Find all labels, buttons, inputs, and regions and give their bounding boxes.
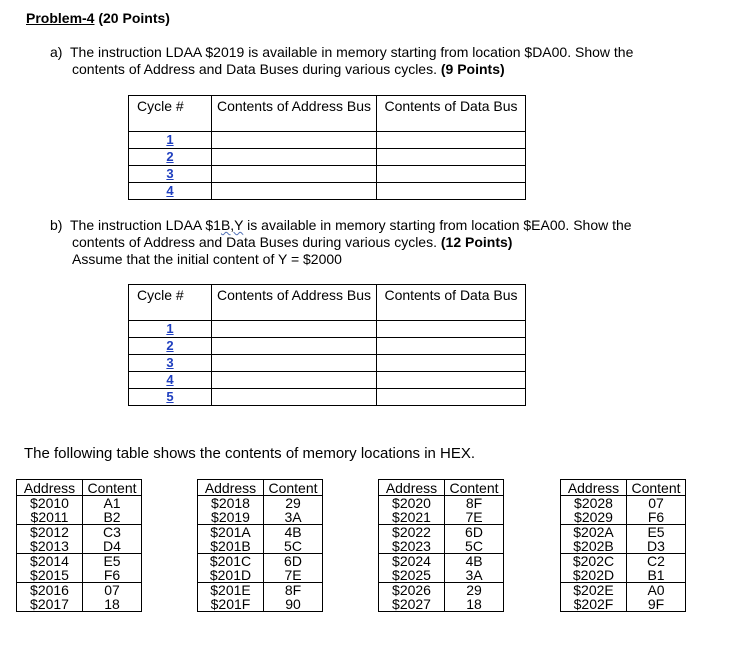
part-a-line2: contents of Address and Data Buses during various cycles. (9 Points) [72,61,505,77]
data-bus-header: Contents of Data Bus [377,285,526,321]
cycle-row [129,338,526,355]
memory-row [17,583,142,598]
cycle-number: 3 [129,355,212,372]
memory-content: E5 [83,554,142,569]
problem-points: (20 Points) [94,10,170,26]
memory-address: $201F [198,597,264,612]
memory-row [198,539,323,554]
cycle-number: 3 [129,166,212,183]
part-a-prompt [50,44,690,78]
memory-row [379,568,504,583]
memory-address: $2022 [379,525,445,540]
memory-content: 07 [83,583,142,598]
memory-row [198,597,323,612]
address-bus-cell[interactable] [212,355,377,372]
memory-content: A1 [83,496,142,511]
content-header: Content [264,480,323,496]
data-bus-cell[interactable] [377,183,526,200]
memory-address: $2014 [17,554,83,569]
memory-content: 4B [264,525,323,540]
part-b-line1: b) The instruction LDAA $1B,Y is available in memory starting from location $EA00. Show the [50,217,632,233]
memory-content: 8F [264,583,323,598]
memory-address: $202F [561,597,627,612]
memory-content: 18 [83,597,142,612]
cycle-row [129,321,526,338]
memory-row [379,525,504,540]
memory-content: 3A [445,568,504,583]
memory-row [379,496,504,511]
address-header: Address [198,480,264,496]
memory-content: E5 [627,525,686,540]
memory-address: $2018 [198,496,264,511]
memory-caption: The following table shows the contents of memory locations in HEX. [24,445,476,462]
memory-content: 90 [264,597,323,612]
address-bus-cell[interactable] [212,372,377,389]
memory-content: 4B [445,554,504,569]
data-bus-cell[interactable] [377,389,526,406]
cycle-header: Cycle # [129,285,212,321]
memory-row [561,525,686,540]
cycle-number: 5 [129,389,212,406]
memory-address: $2023 [379,539,445,554]
memory-content: 7E [264,568,323,583]
memory-row [17,510,142,525]
memory-content: 8F [445,496,504,511]
memory-row [561,597,686,612]
memory-address: $2028 [561,496,627,511]
memory-content: F6 [627,510,686,525]
cycle-header: Cycle # [129,96,212,132]
memory-content: A0 [627,583,686,598]
address-bus-header: Contents of Address Bus [212,96,377,132]
memory-address: $2027 [379,597,445,612]
memory-address: $201B [198,539,264,554]
cycle-row [129,183,526,200]
memory-row [17,539,142,554]
memory-address: $201D [198,568,264,583]
memory-row [17,554,142,569]
content-header: Content [83,480,142,496]
data-bus-cell[interactable] [377,149,526,166]
memory-row [379,554,504,569]
memory-row [198,525,323,540]
memory-address: $2012 [17,525,83,540]
address-bus-cell[interactable] [212,321,377,338]
part-b-prompt [50,217,690,268]
cycle-number: 2 [129,338,212,355]
memory-content: 29 [264,496,323,511]
cycle-row [129,166,526,183]
part-a-cycle-table [128,95,526,200]
memory-row [379,597,504,612]
memory-address: $2024 [379,554,445,569]
memory-address: $2020 [379,496,445,511]
address-bus-cell[interactable] [212,183,377,200]
problem-title: Problem-4 [26,10,95,26]
memory-row [379,510,504,525]
memory-content: 3A [264,510,323,525]
memory-row [561,510,686,525]
data-bus-cell[interactable] [377,132,526,149]
memory-address: $2021 [379,510,445,525]
problem-heading [26,10,170,26]
content-header: Content [445,480,504,496]
memory-content: 07 [627,496,686,511]
data-bus-cell[interactable] [377,338,526,355]
memory-address: $2010 [17,496,83,511]
memory-address: $201C [198,554,264,569]
data-bus-cell[interactable] [377,166,526,183]
memory-content: C2 [627,554,686,569]
memory-address: $2011 [17,510,83,525]
cycle-number: 1 [129,321,212,338]
memory-content: 5C [264,539,323,554]
memory-address: $201E [198,583,264,598]
part-b-line2: contents of Address and Data Buses during various cycles. (12 Points) [72,234,513,250]
memory-table-3 [378,479,504,612]
address-bus-cell[interactable] [212,132,377,149]
data-bus-cell[interactable] [377,372,526,389]
cycle-row [129,372,526,389]
address-bus-header: Contents of Address Bus [212,285,377,321]
memory-address: $202B [561,539,627,554]
memory-row [17,525,142,540]
part-b-index-mark: B,Y [220,217,244,233]
cycle-row [129,389,526,406]
memory-address: $2013 [17,539,83,554]
memory-content: 6D [445,525,504,540]
memory-content: 7E [445,510,504,525]
cycle-number: 1 [129,132,212,149]
memory-content: B2 [83,510,142,525]
memory-address: $202A [561,525,627,540]
memory-row [17,568,142,583]
data-bus-cell[interactable] [377,355,526,372]
memory-address: $2016 [17,583,83,598]
part-b-points: (12 Points) [440,234,513,250]
memory-row [379,539,504,554]
data-bus-cell[interactable] [377,321,526,338]
memory-row [561,568,686,583]
memory-row [379,583,504,598]
memory-row [198,568,323,583]
part-a-line1: a) The instruction LDAA $2019 is available in memory starting from location $DA00. Show the [50,44,634,60]
memory-address: $201A [198,525,264,540]
memory-content: C3 [83,525,142,540]
address-bus-cell[interactable] [212,338,377,355]
cycle-row [129,355,526,372]
memory-address: $2026 [379,583,445,598]
memory-row [17,496,142,511]
data-bus-header: Contents of Data Bus [377,96,526,132]
memory-row [198,554,323,569]
memory-content: 9F [627,597,686,612]
memory-content: 18 [445,597,504,612]
content-header: Content [627,480,686,496]
address-header: Address [379,480,445,496]
address-bus-cell[interactable] [212,166,377,183]
memory-row [561,496,686,511]
address-header: Address [561,480,627,496]
memory-table-1 [16,479,142,612]
memory-content: 29 [445,583,504,598]
memory-address: $202C [561,554,627,569]
cycle-number: 4 [129,372,212,389]
memory-content: 6D [264,554,323,569]
memory-address: $2025 [379,568,445,583]
memory-row [561,539,686,554]
memory-row [17,597,142,612]
memory-address: $202D [561,568,627,583]
part-a-points: (9 Points) [440,61,505,77]
cycle-row [129,132,526,149]
address-header: Address [17,480,83,496]
memory-table-2 [197,479,323,612]
memory-address: $202E [561,583,627,598]
part-b-cycle-table [128,284,526,406]
cycle-number: 4 [129,183,212,200]
address-bus-cell[interactable] [212,389,377,406]
memory-row [198,583,323,598]
part-b-line3: Assume that the initial content of Y = $2000 [72,251,342,267]
memory-content: D3 [627,539,686,554]
memory-address: $2017 [17,597,83,612]
address-bus-cell[interactable] [212,149,377,166]
memory-content: F6 [83,568,142,583]
memory-address: $2029 [561,510,627,525]
cycle-number: 2 [129,149,212,166]
memory-table-4 [560,479,686,612]
memory-address: $2015 [17,568,83,583]
memory-row [561,583,686,598]
memory-row [198,496,323,511]
memory-row [561,554,686,569]
memory-content: B1 [627,568,686,583]
memory-content: D4 [83,539,142,554]
memory-row [198,510,323,525]
cycle-row [129,149,526,166]
memory-address: $2019 [198,510,264,525]
memory-content: 5C [445,539,504,554]
